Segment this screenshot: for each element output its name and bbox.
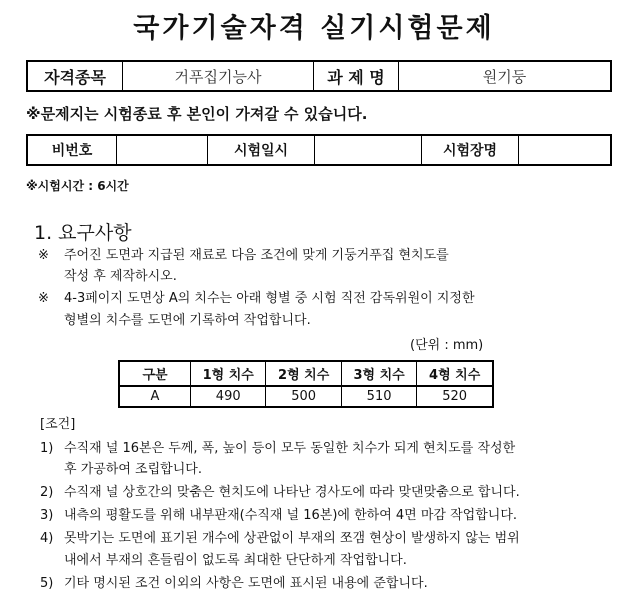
qualification-table	[26, 60, 612, 92]
requirement-1-mark: ※	[38, 248, 49, 263]
dim-row-label: A	[119, 386, 191, 407]
dim-value-type4: 520	[417, 386, 493, 407]
document-title: 국가기술자격 실기시험문제	[133, 13, 495, 44]
exam-info-table	[26, 134, 612, 166]
dim-header-type2: 2형 치수	[266, 361, 341, 386]
condition-1-line-1: 수직재 널 16본은 두께, 폭, 높이 등이 모두 동일한 치수가 되게 현치도를 작성한	[64, 441, 516, 456]
condition-4-line-2: 내에서 부재의 흔들림이 없도록 최대한 단단하게 작업합니다.	[64, 553, 407, 568]
requirement-1-line-2: 작성 후 제작하시오.	[64, 269, 177, 284]
exam-date-label: 시험일시	[208, 135, 315, 165]
condition-2-num: 2)	[40, 485, 54, 500]
dim-value-type1: 490	[191, 386, 266, 407]
dim-header-type3: 3형 치수	[341, 361, 416, 386]
requirement-2-line-2: 형별의 치수를 도면에 기록하여 작업합니다.	[64, 313, 311, 328]
condition-1-num: 1)	[40, 441, 54, 456]
exam-date-field	[315, 135, 422, 165]
requirement-2-mark: ※	[38, 291, 49, 306]
unit-label: (단위 : mm)	[410, 338, 484, 353]
condition-2-line-1: 수직재 널 상호간의 맞춤은 현치도에 나타난 경사도에 따라 맞댄맞춤으로 합니다.	[64, 485, 520, 500]
condition-1-line-2: 후 가공하여 조립합니다.	[64, 462, 202, 477]
exam-location-field	[519, 135, 612, 165]
conditions-title: [조건]	[40, 417, 76, 432]
task-name-value: 원기둥	[399, 61, 612, 91]
exam-time-note: ※시험시간 : 6시간	[26, 179, 129, 193]
section-title: 1. 요구사항	[34, 222, 132, 244]
dim-header-category: 구분	[119, 361, 191, 386]
qualification-type-value: 거푸집기능사	[123, 61, 314, 91]
condition-3-num: 3)	[40, 508, 54, 523]
dim-value-type3: 510	[341, 386, 416, 407]
exam-location-label: 시험장명	[422, 135, 519, 165]
exam-number-label: 비번호	[27, 135, 117, 165]
dim-header-type1: 1형 치수	[191, 361, 266, 386]
condition-3-line-1: 내측의 평활도를 위해 내부판재(수직재 널 16본)에 한하여 4면 마감 작업합니다.	[64, 508, 518, 523]
requirement-1-line-1: 주어진 도면과 지급된 재료로 다음 조건에 맞게 기둥거푸집 현치도를	[64, 248, 449, 263]
condition-4-num: 4)	[40, 531, 54, 546]
condition-5-line-1: 기타 명시된 조건 이외의 사항은 도면에 표시된 내용에 준합니다.	[64, 576, 428, 591]
dim-value-type2: 500	[266, 386, 341, 407]
task-name-label: 과 제 명	[314, 61, 399, 91]
condition-5-num: 5)	[40, 576, 54, 591]
dim-header-type4: 4형 치수	[417, 361, 493, 386]
requirement-2-line-1: 4-3페이지 도면상 A의 치수는 아래 형별 중 시험 직전 감독위원이 지정한	[64, 291, 475, 306]
exam-number-field	[117, 135, 208, 165]
qualification-type-label: 자격종목	[27, 61, 123, 91]
take-home-notice: ※문제지는 시험종료 후 본인이 가져갈 수 있습니다.	[26, 105, 368, 123]
dimension-table	[118, 360, 494, 408]
condition-4-line-1: 못박기는 도면에 표기된 개수에 상관없이 부재의 쪼갬 현상이 발생하지 않는 범위	[64, 531, 520, 546]
